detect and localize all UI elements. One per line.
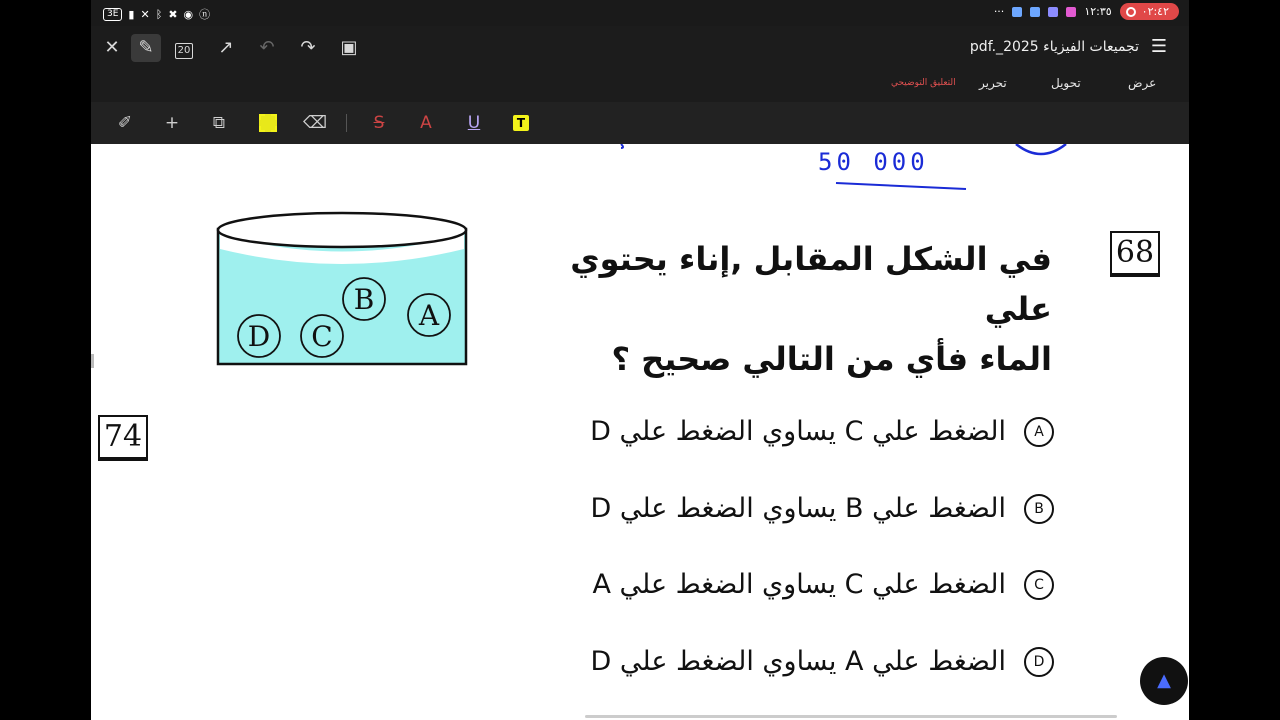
- handwritten-number: 50 000: [818, 148, 929, 176]
- strikethrough-icon[interactable]: S: [373, 113, 385, 133]
- figure-label-b: B: [353, 283, 375, 316]
- status-icons-right: [994, 3, 1179, 20]
- edit-pen-icon[interactable]: ✎: [131, 34, 161, 62]
- menu-icon[interactable]: ☰: [1150, 36, 1167, 57]
- option-text: الضغط علي C يساوي الضغط علي D: [590, 416, 1006, 447]
- pdf-page[interactable]: [91, 144, 1189, 720]
- option-letter: B: [1024, 494, 1054, 524]
- tab-edit[interactable]: تحرير: [979, 76, 1007, 90]
- mode-tabs: [91, 70, 1189, 102]
- water-container-figure: [216, 209, 468, 369]
- toolbar-divider: [346, 114, 347, 132]
- screen-record-pill[interactable]: [1120, 3, 1179, 20]
- nfc-icon: ⓝ: [199, 8, 211, 21]
- page-count: 20: [175, 43, 193, 59]
- add-icon[interactable]: +: [164, 113, 180, 133]
- question-line-1: في الشكل المقابل ,إناء يحتوي علي: [570, 240, 1052, 328]
- app-notification-icon: [1066, 7, 1076, 17]
- floating-action-button[interactable]: ▲: [1140, 657, 1188, 705]
- figure-label-c: C: [311, 320, 333, 353]
- wifi-off-icon: ✕: [140, 7, 150, 21]
- close-icon[interactable]: ✕: [104, 37, 120, 58]
- mute-icon: ✖: [168, 7, 178, 21]
- more-notifications-icon: ···: [993, 5, 1005, 18]
- app-notification-icon: [1048, 7, 1058, 17]
- redo-icon[interactable]: ↷: [300, 37, 316, 58]
- app-notification-icon: [1012, 7, 1022, 17]
- bluetooth-icon: ᛒ: [155, 7, 163, 21]
- page-count-button[interactable]: [169, 34, 199, 62]
- highlight-text-icon[interactable]: T: [513, 115, 529, 131]
- eye-icon: ◉: [183, 7, 194, 21]
- record-time: ٠٢:٤٢: [1141, 5, 1169, 18]
- pen-settings-icon[interactable]: ✐: [117, 113, 133, 133]
- text-color-icon[interactable]: A: [420, 113, 432, 133]
- horizontal-scrollbar[interactable]: [585, 715, 1117, 718]
- network-badge: 3E: [103, 8, 122, 21]
- option-letter: D: [1024, 647, 1054, 677]
- tab-view[interactable]: عرض: [1128, 76, 1157, 90]
- underline-icon[interactable]: U: [467, 113, 481, 133]
- figure-label-d: D: [247, 320, 271, 353]
- option-text: الضغط علي B يساوي الضغط علي D: [590, 493, 1006, 524]
- tab-convert[interactable]: تحويل: [1051, 76, 1081, 90]
- side-question-number-box: 74: [98, 415, 148, 461]
- option-letter: C: [1024, 570, 1054, 600]
- status-bar: [91, 0, 1189, 26]
- option-a[interactable]: [590, 416, 1054, 447]
- signal-icon: ▮: [128, 7, 135, 21]
- status-icons-left: [103, 6, 210, 22]
- option-b[interactable]: [590, 493, 1054, 524]
- option-letter: A: [1024, 417, 1054, 447]
- annotation-toolbar: [91, 102, 1189, 144]
- app-notification-icon: [1030, 7, 1040, 17]
- option-c[interactable]: [592, 569, 1054, 600]
- figure-label-a: A: [418, 299, 440, 332]
- eraser-icon[interactable]: ⌫: [303, 113, 328, 133]
- save-icon[interactable]: ▣: [340, 37, 358, 58]
- option-text: الضغط علي C يساوي الضغط علي A: [592, 569, 1006, 600]
- clock-text: ١٢:٣٥: [1084, 5, 1112, 18]
- undo-icon[interactable]: ↶: [259, 37, 275, 58]
- document-title: pdf._تجميعات الفيزياء 2025: [969, 39, 1139, 55]
- question-text: [492, 234, 1052, 384]
- record-icon: [1126, 7, 1136, 17]
- area-highlight-icon[interactable]: [259, 114, 277, 132]
- question-number-box: 68: [1110, 231, 1160, 277]
- option-text: الضغط علي A يساوي الضغط علي D: [590, 646, 1006, 677]
- top-toolbar: [91, 26, 1189, 70]
- scroll-handle[interactable]: [91, 354, 94, 368]
- tab-annotate[interactable]: التعليق التوضيحي: [891, 78, 956, 88]
- option-d[interactable]: [591, 646, 1054, 677]
- shapes-icon[interactable]: ⧉: [212, 113, 226, 133]
- question-line-2: الماء فأي من التالي صحيح ؟: [611, 340, 1052, 378]
- share-icon[interactable]: ↗: [218, 37, 234, 58]
